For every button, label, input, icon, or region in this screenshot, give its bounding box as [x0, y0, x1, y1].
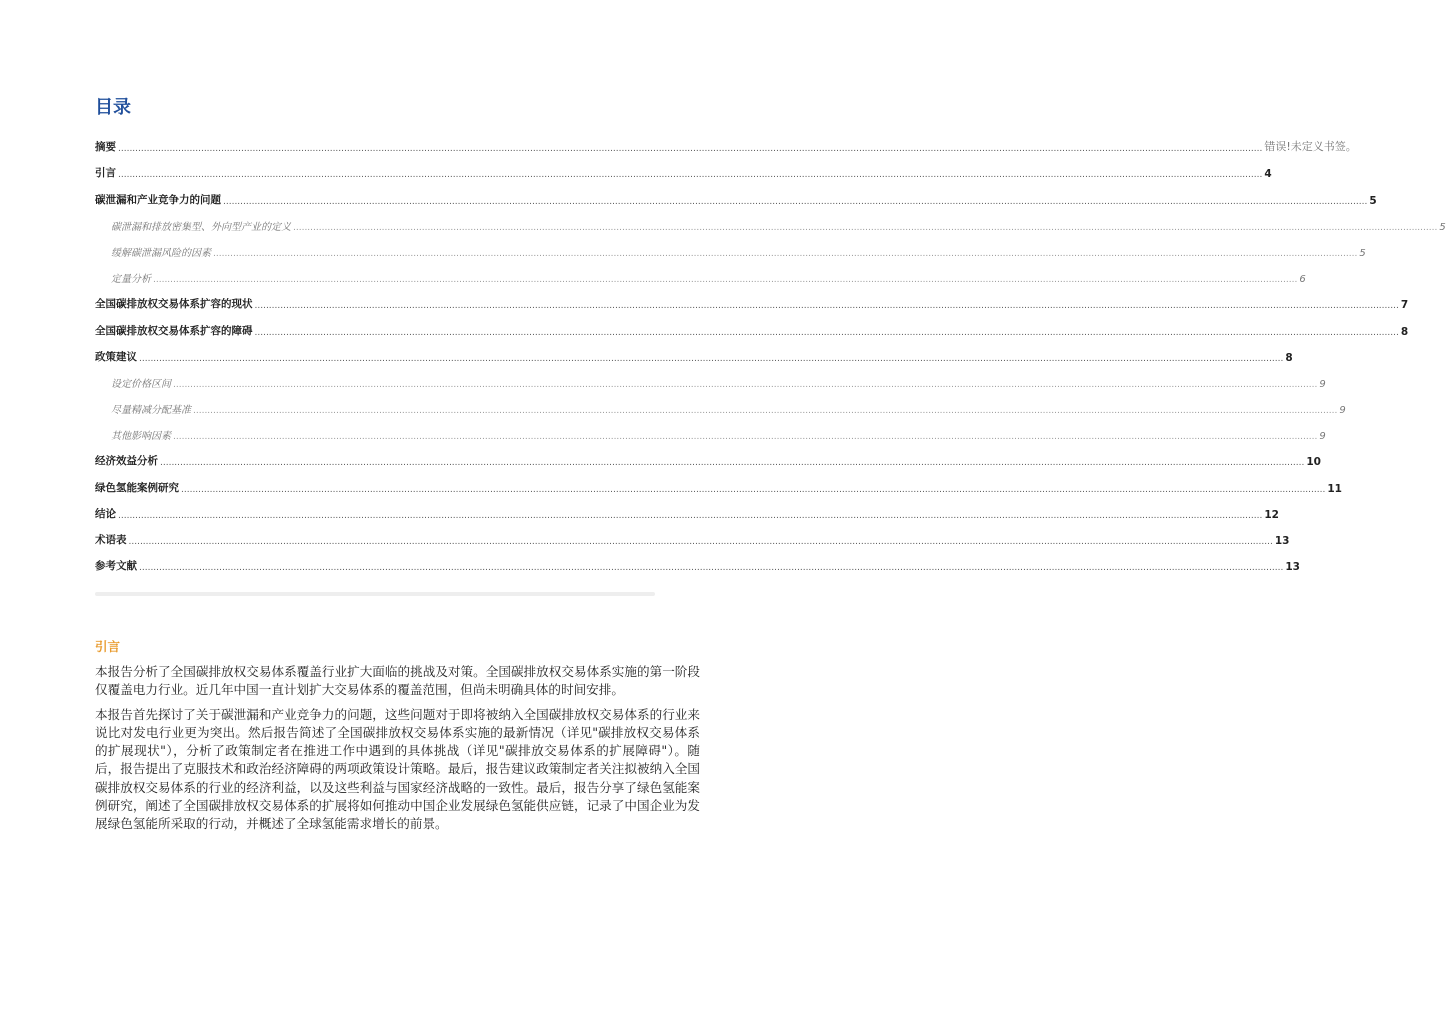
- toc-entry-label: 缓解碳泄漏风险的因素: [111, 247, 211, 259]
- toc-leader-dots: ................................................................................................................................................................................................................................................................................................................................................................................................................: [139, 353, 1284, 364]
- toc-entry-page: 8: [1400, 325, 1409, 338]
- toc-leader-dots: ................................................................................................................................................................................................................................................................................................................................................................................................................: [160, 458, 1305, 469]
- toc-leader-dots: ................................................................................................................................................................................................................................................................................................................................................................................................................: [293, 222, 1438, 233]
- table-of-contents: [95, 128, 1446, 574]
- toc-entry[interactable]: [95, 468, 1342, 495]
- toc-entry-label: 尽量精减分配基准: [111, 405, 191, 417]
- toc-entry[interactable]: [95, 154, 1272, 181]
- toc-leader-dots: ................................................................................................................................................................................................................................................................................................................................................................................................................: [153, 275, 1298, 286]
- toc-leader-dots: ................................................................................................................................................................................................................................................................................................................................................................................................................: [223, 196, 1368, 207]
- toc-entry[interactable]: [95, 364, 1326, 390]
- toc-leader-dots: ................................................................................................................................................................................................................................................................................................................................................................................................................: [139, 563, 1284, 574]
- toc-entry[interactable]: [95, 521, 1290, 547]
- toc-entry[interactable]: [95, 233, 1366, 259]
- intro-paragraph: 本报告分析了全国碳排放权交易体系覆盖行业扩大面临的挑战及对策。全国碳排放权交易体系实施的第一阶段仅覆盖电力行业。近几年中国一直计划扩大交易体系的覆盖范围，但尚未明确具体的时间安排。: [95, 664, 700, 698]
- toc-entry-label: 设定价格区间: [111, 378, 171, 390]
- toc-entry-page: 9: [1319, 431, 1326, 443]
- toc-leader-dots: ................................................................................................................................................................................................................................................................................................................................................................................................................: [193, 406, 1338, 417]
- toc-entry-page: 11: [1327, 482, 1342, 495]
- toc-entry-page: 5: [1359, 247, 1366, 259]
- toc-entry[interactable]: [95, 390, 1346, 417]
- toc-entry[interactable]: [95, 416, 1326, 443]
- toc-entry-page: 5: [1439, 221, 1446, 233]
- toc-entry-label: 碳泄漏和排放密集型、外向型产业的定义: [111, 221, 291, 233]
- toc-entry-label: 其他影响因素: [111, 431, 171, 443]
- toc-entry-page: 6: [1299, 274, 1306, 286]
- toc-leader-dots: ................................................................................................................................................................................................................................................................................................................................................................................................................: [118, 170, 1263, 181]
- toc-entry-label: 全国碳排放权交易体系扩容的障碍: [95, 324, 253, 337]
- toc-entry-page: 9: [1339, 405, 1346, 417]
- intro-body: [95, 663, 700, 840]
- toc-entry[interactable]: [95, 128, 1357, 155]
- toc-entry-page: 10: [1306, 456, 1321, 469]
- toc-entry-page: 错误!未定义书签。: [1264, 140, 1357, 154]
- toc-leader-dots: ................................................................................................................................................................................................................................................................................................................................................................................................................: [118, 510, 1263, 521]
- toc-leader-dots: ................................................................................................................................................................................................................................................................................................................................................................................................................: [254, 327, 1399, 338]
- toc-entry[interactable]: [95, 442, 1321, 469]
- toc-leader-dots: ................................................................................................................................................................................................................................................................................................................................................................................................................: [173, 432, 1318, 443]
- toc-entry-label: 全国碳排放权交易体系扩容的现状: [95, 298, 253, 311]
- toc-entry-page: 8: [1285, 351, 1293, 364]
- toc-entry-label: 摘要: [95, 141, 116, 154]
- intro-paragraph: 本报告首先探讨了关于碳泄漏和产业竞争力的问题，这些问题对于即将被纳入全国碳排放权交易体系的行业来说比对发电行业更为突出。然后报告简述了全国碳排放权交易体系实施的最新情况（详见"碳排放权交易体系的扩展现状"），分析了政策制定者在推进工作中遇到的具体挑战（详见"碳排放交易体系的扩展障碍"）。随后，报告提出了克服技术和政治经济障碍的两项政策设计策略。最后，报告建议政策制定者关注拟被纳入全国碳排放权交易体系的行业的经济利益，以及这些利益与国家经济战略的一致性。最后，报告分享了绿色氢能案例研究，阐述了全国碳排放权交易体系的扩展将如何推动中国企业发展绿色氢能供应链，记录了中国企业为发展绿色氢能所采取的行动，并概述了全球氢能需求增长的前景。: [95, 706, 700, 832]
- toc-entry-page: 7: [1400, 299, 1409, 312]
- toc-leader-dots: ................................................................................................................................................................................................................................................................................................................................................................................................................: [181, 484, 1326, 495]
- toc-entry-label: 经济效益分析: [95, 455, 158, 468]
- toc-entry-label: 术语表: [95, 534, 127, 546]
- toc-entry[interactable]: [95, 180, 1377, 207]
- toc-entry-label: 结论: [95, 507, 116, 520]
- intro-heading: 引言: [95, 639, 121, 654]
- toc-entry-page: 9: [1319, 378, 1326, 390]
- toc-leader-dots: ................................................................................................................................................................................................................................................................................................................................................................................................................: [118, 144, 1263, 155]
- toc-entry-page: 13: [1285, 561, 1300, 574]
- toc-entry[interactable]: [95, 338, 1293, 364]
- toc-entry-label: 绿色氢能案例研究: [95, 481, 179, 494]
- toc-entry[interactable]: [95, 495, 1279, 521]
- toc-entry-label: 碳泄漏和产业竞争力的问题: [95, 193, 221, 206]
- toc-entry-label: 政策建议: [95, 350, 137, 363]
- toc-entry-page: 12: [1264, 508, 1279, 521]
- toc-entry-page: 5: [1369, 194, 1377, 207]
- toc-title: 目录: [95, 97, 131, 118]
- toc-entry-label: 定量分析: [111, 274, 151, 286]
- toc-entry[interactable]: [95, 259, 1306, 286]
- toc-entry-page: 4: [1264, 168, 1272, 181]
- toc-entry[interactable]: [95, 311, 1409, 338]
- toc-entry-label: 参考文献: [95, 560, 137, 573]
- section-divider: [95, 592, 655, 596]
- toc-entry[interactable]: [95, 207, 1446, 233]
- toc-leader-dots: ................................................................................................................................................................................................................................................................................................................................................................................................................: [128, 537, 1273, 547]
- toc-leader-dots: ................................................................................................................................................................................................................................................................................................................................................................................................................: [173, 379, 1318, 390]
- toc-leader-dots: ................................................................................................................................................................................................................................................................................................................................................................................................................: [213, 248, 1358, 259]
- toc-entry-label: 引言: [95, 167, 116, 180]
- toc-entry[interactable]: [95, 285, 1409, 312]
- toc-entry[interactable]: [95, 547, 1300, 574]
- toc-leader-dots: ................................................................................................................................................................................................................................................................................................................................................................................................................: [254, 301, 1399, 312]
- toc-entry-page: 13: [1274, 535, 1290, 547]
